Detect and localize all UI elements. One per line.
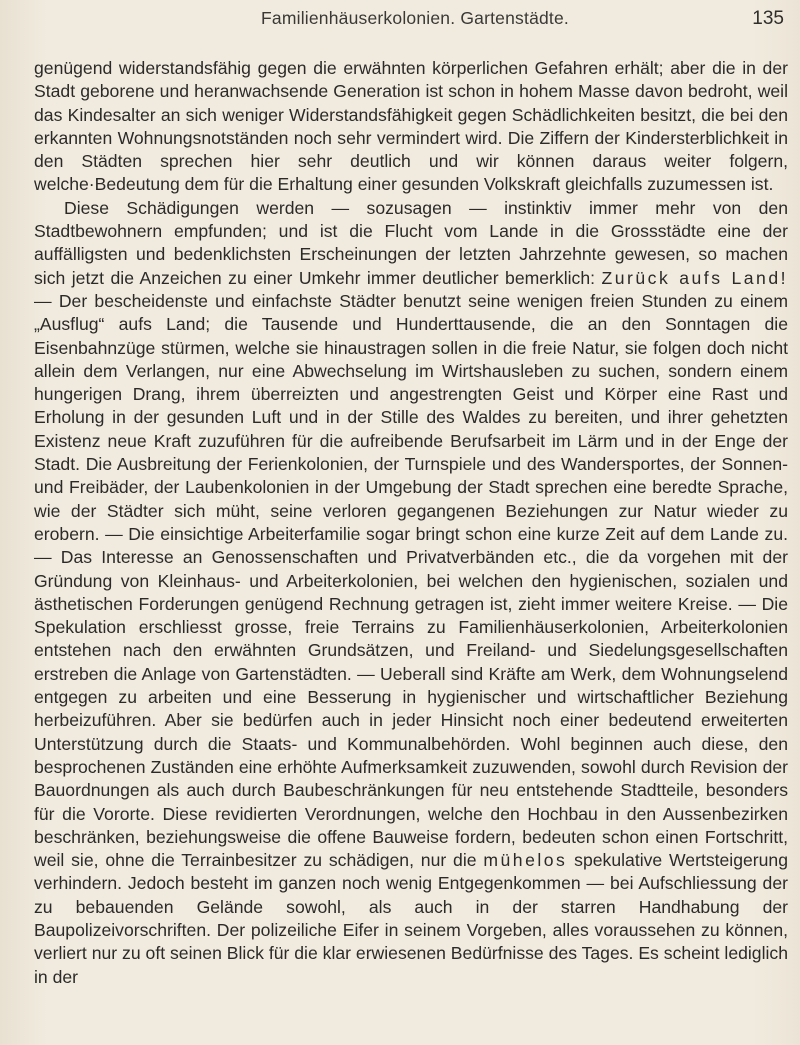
paragraph-2-middle: — Der bescheidenste und einfachste Städter benutzt seine wenigen freien Stunden zu einem „Ausflug“ aufs Land; die Tausende und Hunderttausende, die an den Sonntagen die Eisenbahnzüge stürmen, welche sie hinaustragen sollen in die freie Natur, sie folgen doch nicht allein dem Verlangen, nur eine Abwechselung im Wirtshausleben zu suchen, sondern einem hungerigen Drang, ihrem überreizten und angestrengten Geist und Körper eine Rast und Erholung in der gesunden Luft und in der Stille des Waldes zu bereiten, und ihrer gehetzten Existenz neue Kraft zuzuführen für die aufreibende Berufsarbeit im Lärm und in der Enge der Stadt. Die Ausbreitung der Ferienkolonien, der Turnspiele und des Wandersportes, der Sonnen- und Freibäder, der Laubenkolonien in der Umgebung der Stadt sprechen eine beredte Sprache, wie der Städter sich müht, seine verloren gegangenen Beziehungen zur Natur wieder zu erobern. — Die einsichtige Arbeiterfamilie sogar bringt schon eine kurze Zeit auf dem Lande zu. — Das Interesse an Genossenschaften und Privatverbänden etc., die da vorgehen mit der Gründung von Kleinhaus- und Arbeiterkolonien, bei welchen den hygienischen, sozialen und ästhetischen Forderungen genügend Rechnung getragen ist, zieht immer weitere Kreise. — Die Spekulation erschliesst grosse, freie Terrains zu Familienhäuserkolonien, Arbeiterkolonien entstehen nach den erwähnten Grundsätzen, und Freiland- und Siedelungsgesellschaften erstreben die Anlage von Gartenstädten. — Ueberall sind Kräfte am Werk, dem Wohnungselend entgegen zu arbeiten und eine Besserung in hygienischer und wirtschaftlicher Beziehung herbeizuführen. Aber sie bedürfen auch in jeder Hinsicht noch einer bedeutend erweiterten Unterstützung durch die Staats- und Kommunalbehörden. Wohl beginnen auch diese, den besprochenen Zuständen eine erhöhte Aufmerksamkeit zuzuwenden, sowohl durch Revision der Bauordnungen als auch durch Baubeschränkungen für neu entstehende Stadtteile, besonders für die Vororte. Diese revidierten Verordnungen, welche den Hochbau in den Aussenbezirken beschränken, beziehungsweise die offene Bauweise fordern, bedeuten schon einen Fortschritt, weil sie, ohne die Terrainbesitzer zu schädigen, nur die bbox=[34, 290, 788, 871]
emphasis-zurueck-aufs-land: Zurück aufs Land! bbox=[601, 267, 789, 288]
body-text bbox=[34, 57, 788, 989]
emphasis-muehelos: mühelos bbox=[483, 850, 568, 871]
page-number: 135 bbox=[752, 8, 784, 29]
running-title: Familienhäuserkolonien. Gartenstädte. bbox=[261, 8, 569, 28]
paragraph-2-start: Diese Schädigungen werden — sozusagen — instinktiv immer mehr von den Stadtbewohnern empfunden; und ist die Flucht vom Lande in die Grossstädte eine der auffälligsten und bedenklichsten Erscheinungen der letzten Jahrzehnte gewesen, so machen sich jetzt die Anzeichen zu einer Umkehr immer deutlicher bemerklich: bbox=[34, 197, 788, 288]
paragraph-1: genügend widerstandsfähig gegen die erwähnten körperlichen Gefahren erhält; aber die in der Stadt geborene und heranwachsende Generation ist schon in hohem Masse davon bedroht, weil das Kindesalter an sich weniger Widerstandsfähigkeit gegen Schädlichkeiten besitzt, die bei den erkannten Wohnungsnotständen noch sehr vermindert wird. Die Ziffern der Kindersterblichkeit in den Städten sprechen hier sehr deutlich und wir können daraus weiter folgern, welche·Bedeutung dem für die Erhaltung einer gesunden Volkskraft gleichfalls zuzumessen ist. bbox=[34, 58, 788, 195]
paragraph-2-end: spekulative Wertsteigerung verhindern. Jedoch besteht im ganzen noch wenig Entgegenkommen — bei Aufschliessung der zu bebauenden Gelände sowohl, als auch in der starren Handhabung der Baupolizeivorschriften. Der polizeiliche Eifer in seinem Vorgeben, alles voraussehen zu können, verliert nur zu oft seinen Blick für die klar erwiesenen Bedürfnisse des Tages. Es scheint lediglich in der bbox=[34, 850, 789, 987]
paragraph-2 bbox=[34, 197, 788, 989]
page-header bbox=[46, 8, 784, 36]
